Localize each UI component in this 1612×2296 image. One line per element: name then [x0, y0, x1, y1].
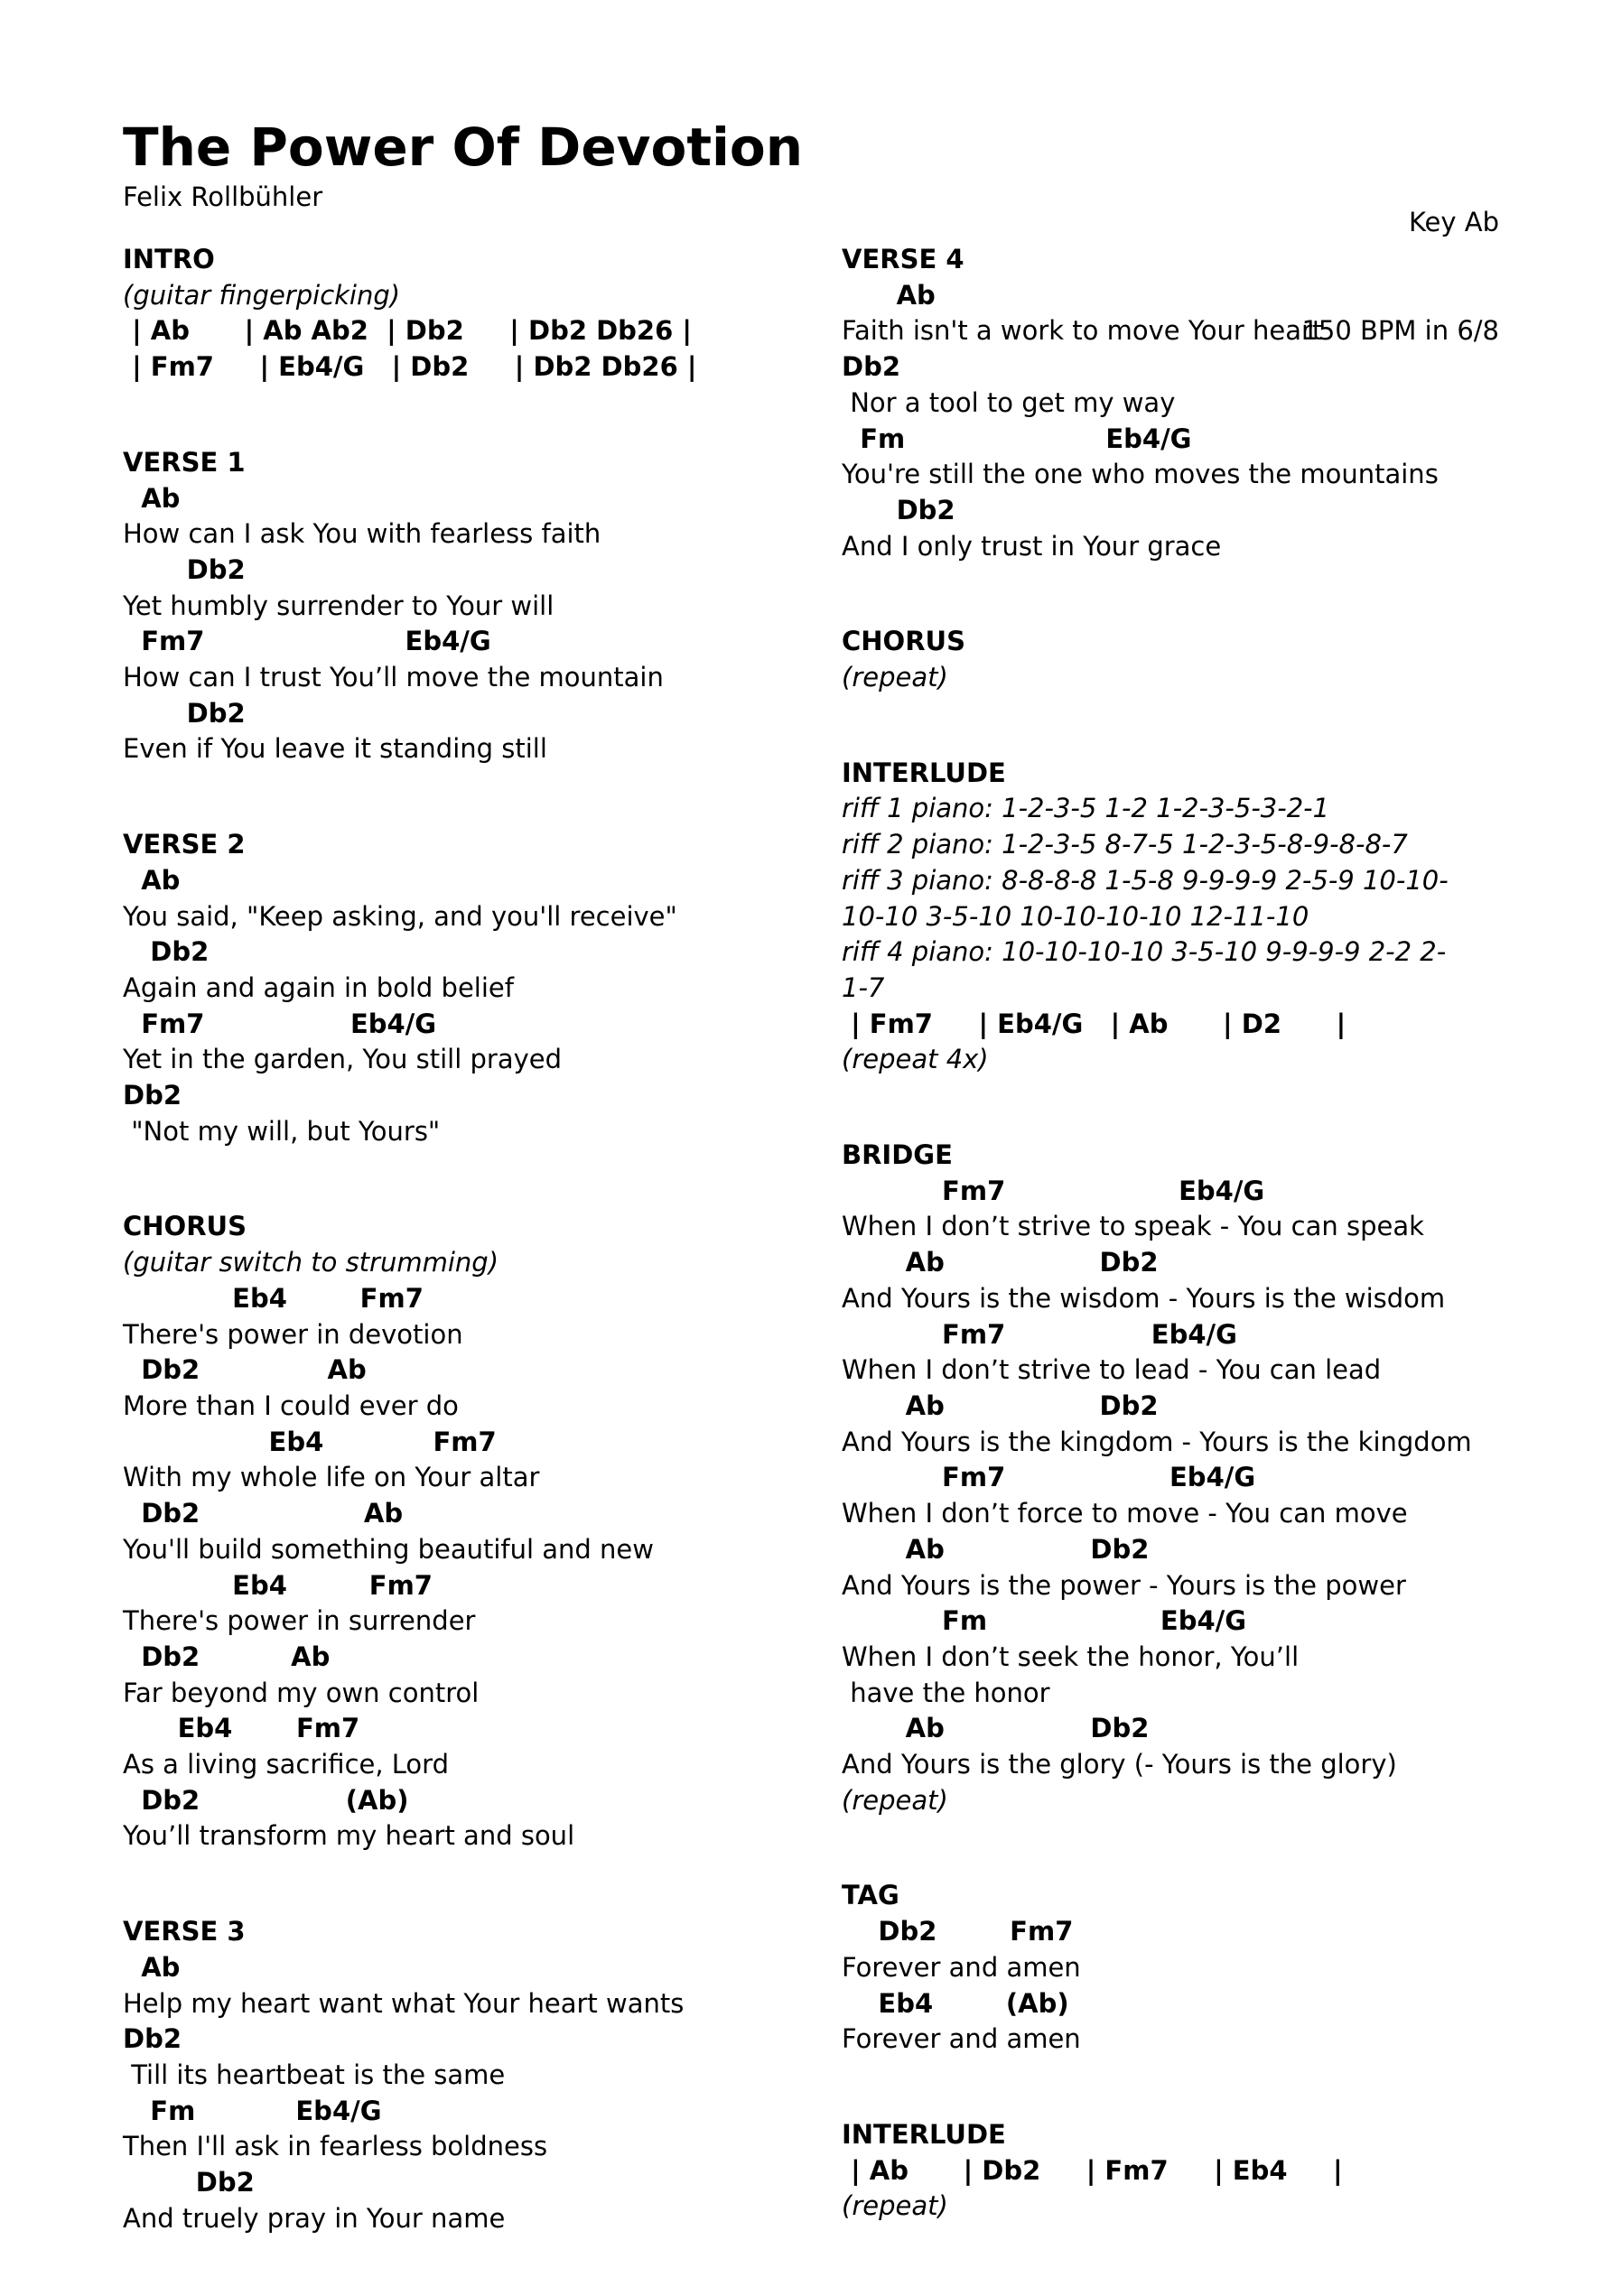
right-column	[842, 242, 1501, 2284]
section-label: INTERLUDE	[842, 2118, 1006, 2150]
lyric-line: Forever and amen	[842, 1951, 1081, 1983]
performance-note: 1-7	[842, 971, 885, 1003]
lyric-line: Till its heartbeat is the same	[123, 2059, 506, 2090]
performance-note: riff 4 piano: 10-10-10-10 3-5-10 9-9-9-9 2-2 2-	[842, 936, 1447, 968]
section-interlude	[842, 756, 1501, 1078]
lyric-line: And I only trust in Your grace	[842, 530, 1222, 562]
lyric-line: Forever and amen	[842, 2023, 1081, 2055]
chord-line: Fm Eb4/G	[842, 1605, 1247, 1637]
chord-line: Db2	[123, 1080, 182, 1111]
performance-note: (repeat)	[842, 2190, 948, 2222]
chord-line: Fm Eb4/G	[842, 423, 1192, 454]
lyric-line: Yet in the garden, You still prayed	[123, 1044, 563, 1075]
chord-line: Db2 Fm7	[842, 1916, 1074, 1947]
chord-line: Db2	[842, 494, 955, 525]
chord-line: Eb4 Fm7	[123, 1713, 360, 1744]
section-label: VERSE 1	[123, 446, 246, 478]
chord-line: Eb4 (Ab)	[842, 1987, 1069, 2019]
section-label: INTRO	[123, 244, 215, 274]
chord-line: Db2	[123, 936, 210, 968]
lyric-line: And Yours is the kingdom - Yours is the kingdom	[842, 1426, 1472, 1457]
section-label: INTERLUDE	[842, 757, 1006, 788]
chord-line: Db2	[842, 351, 901, 383]
chord-line: Fm7 Eb4/G	[842, 1462, 1256, 1493]
lyric-line: How can I trust You’ll move the mountain	[123, 662, 664, 693]
lyric-line: Again and again in bold belief	[123, 971, 514, 1003]
chord-line: Ab	[123, 1951, 181, 1983]
chord-line: Ab	[123, 482, 181, 514]
section-intro	[123, 242, 782, 386]
performance-note: (repeat)	[842, 662, 948, 693]
song-tempo: 150 BPM in 6/8	[1301, 315, 1499, 346]
song-artist: Felix Rollbühler	[123, 181, 323, 212]
chord-line: Db2 Ab	[123, 1498, 404, 1529]
left-column	[123, 242, 782, 2296]
chord-bar-line: | Ab | Db2 | Fm7 | Eb4 |	[842, 2154, 1343, 2186]
lyric-line: Even if You leave it standing still	[123, 733, 547, 765]
lyric-line: There's power in surrender	[123, 1605, 476, 1637]
lyric-line: Faith isn't a work to move Your heart	[842, 315, 1323, 347]
lyric-line: With my whole life on Your altar	[123, 1462, 540, 1493]
section-label: VERSE 2	[123, 829, 246, 860]
lyric-line: You're still the one who moves the mountains	[842, 459, 1439, 490]
chord-line: Db2	[123, 553, 246, 585]
chord-line: Fm7 Eb4/G	[842, 1175, 1265, 1206]
lyric-line: "Not my will, but Yours"	[123, 1115, 441, 1147]
chord-line: Db2	[123, 697, 246, 729]
section-label: CHORUS	[842, 626, 965, 657]
section-label: VERSE 4	[842, 244, 964, 274]
lyric-line: When I don’t strive to speak - You can speak	[842, 1211, 1424, 1242]
lyric-line: When I don’t strive to lead - You can lead	[842, 1354, 1382, 1386]
chord-line: Ab Db2	[842, 1247, 1159, 1278]
section-verse-3	[123, 1914, 782, 2236]
section-chorus	[123, 1209, 782, 1854]
lyric-line: Far beyond my own control	[123, 1677, 480, 1708]
chord-line: Eb4 Fm7	[123, 1569, 433, 1601]
performance-note: (guitar switch to strumming)	[123, 1247, 499, 1278]
section-label: BRIDGE	[842, 1139, 953, 1171]
performance-note: riff 2 piano: 1-2-3-5 8-7-5 1-2-3-5-8-9-8-8-7	[842, 829, 1408, 860]
lyric-line: Then I'll ask in fearless boldness	[123, 2131, 548, 2162]
section-verse-2	[123, 827, 782, 1149]
section-label: TAG	[842, 1880, 899, 1911]
lyric-line: You’ll transform my heart and soul	[123, 1820, 575, 1852]
section-verse-4	[842, 242, 1501, 564]
chord-line: Fm7 Eb4/G	[123, 1008, 437, 1039]
song-key: Key Ab	[1408, 207, 1499, 237]
chord-line: Ab	[123, 864, 181, 896]
lyric-line: have the honor	[842, 1677, 1050, 1708]
lyric-line: And Yours is the wisdom - Yours is the wisdom	[842, 1282, 1446, 1314]
section-label: CHORUS	[123, 1211, 247, 1242]
lyric-line: How can I ask You with fearless faith	[123, 518, 601, 550]
section-tag	[842, 1878, 1501, 2058]
section-chorus	[842, 624, 1501, 695]
lyric-line: You'll build something beautiful and new	[123, 1533, 654, 1565]
chord-line: Eb4 Fm7	[123, 1426, 497, 1457]
chord-line: Db2 (Ab)	[123, 1784, 409, 1816]
chord-line: Ab Db2	[842, 1713, 1150, 1744]
lyric-line: When I don’t seek the honor, You’ll	[842, 1641, 1300, 1672]
lyric-line: Help my heart want what Your heart wants	[123, 1987, 685, 2019]
lyric-line: Yet humbly surrender to Your will	[123, 590, 554, 621]
lyric-line: And Yours is the glory (- Yours is the glory)	[842, 1749, 1397, 1780]
chord-bar-line: | Ab | Ab Ab2 | Db2 | Db2 Db26 |	[123, 315, 692, 347]
chord-line: Ab Db2	[842, 1533, 1150, 1565]
chord-line: Ab	[842, 279, 936, 311]
performance-note: riff 1 piano: 1-2-3-5 1-2 1-2-3-5-3-2-1	[842, 793, 1330, 824]
lyric-line: And Yours is the power - Yours is the power	[842, 1569, 1406, 1601]
performance-note: (guitar fingerpicking)	[123, 279, 401, 311]
lyric-line: More than I could ever do	[123, 1390, 459, 1421]
lyric-line: And truely pray in Your name	[123, 2202, 506, 2234]
chord-line: Db2 Ab	[123, 1641, 331, 1672]
chord-line: Fm7 Eb4/G	[842, 1318, 1237, 1350]
chord-line: Db2	[123, 2023, 182, 2055]
chord-line: Ab Db2	[842, 1390, 1159, 1421]
chord-line: Eb4 Fm7	[123, 1282, 424, 1314]
section-label: VERSE 3	[123, 1916, 246, 1947]
lyric-line: Nor a tool to get my way	[842, 386, 1176, 418]
chord-line: Fm7 Eb4/G	[123, 626, 491, 657]
chord-line: Fm Eb4/G	[123, 2095, 382, 2126]
section-bridge	[842, 1138, 1501, 1818]
performance-note: riff 3 piano: 8-8-8-8 1-5-8 9-9-9-9 2-5-9 10-10-	[842, 864, 1449, 896]
section-interlude	[842, 2117, 1501, 2225]
song-title: The Power Of Devotion	[123, 116, 804, 178]
section-verse-1	[123, 445, 782, 767]
performance-note: (repeat)	[842, 1784, 948, 1816]
lyric-line: There's power in devotion	[123, 1318, 463, 1350]
chord-bar-line: | Fm7 | Eb4/G | Ab | D2 |	[842, 1008, 1346, 1039]
chord-line: Db2	[123, 2167, 255, 2198]
chord-line: Db2 Ab	[123, 1354, 367, 1386]
chord-bar-line: | Fm7 | Eb4/G | Db2 | Db2 Db26 |	[123, 351, 697, 383]
lyric-line: You said, "Keep asking, and you'll receive"	[123, 900, 677, 932]
performance-note: (repeat 4x)	[842, 1044, 989, 1075]
performance-note: 10-10 3-5-10 10-10-10-10 12-11-10	[842, 900, 1309, 932]
lyric-line: As a living sacrifice, Lord	[123, 1749, 449, 1780]
lyric-line: When I don’t force to move - You can move	[842, 1498, 1408, 1529]
